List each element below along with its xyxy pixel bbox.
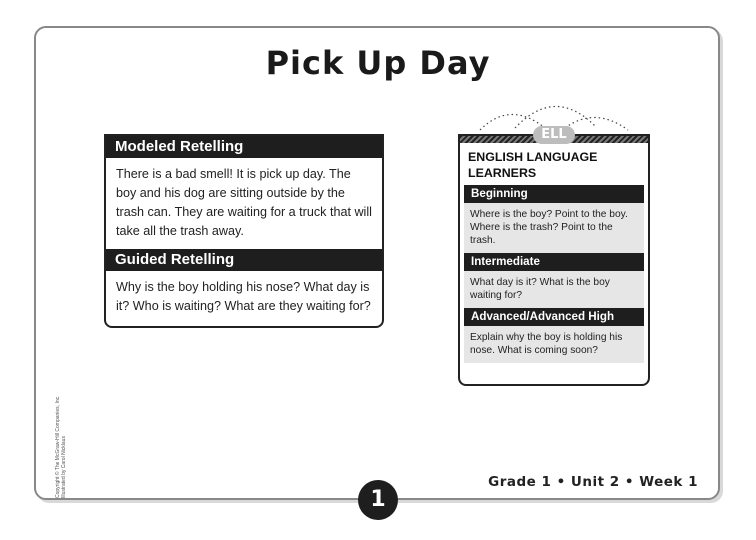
guided-retelling-heading: Guided Retelling <box>106 249 382 271</box>
ell-box <box>458 134 650 386</box>
ell-advanced-heading: Advanced/Advanced High <box>464 308 644 326</box>
ell-intermediate-text: What day is it? What is the boy waiting for? <box>464 271 644 308</box>
copyright-line: Copyright © The McGraw-Hill Companies, Inc. <box>55 395 61 498</box>
illustrator-line: Illustrated by Carol Nicklaus <box>61 436 67 498</box>
ell-title: ENGLISH LANGUAGE LEARNERS <box>468 150 598 180</box>
modeled-retelling-text: There is a bad smell! It is pick up day. The boy and his dog are sitting outside by the trash can. They are waiting for a truck that will take all the trash away. <box>116 167 372 238</box>
ell-badge: ELL <box>533 126 575 144</box>
modeled-retelling-heading: Modeled Retelling <box>106 136 382 158</box>
guided-retelling-text: Why is the boy holding his nose? What day is it? Who is waiting? What are they waiting for? <box>116 280 371 313</box>
ell-beginning-text: Where is the boy? Point to the boy. Where is the trash? Point to the trash. <box>464 203 644 253</box>
page-number: 1 <box>358 480 398 520</box>
copyright-notice <box>55 298 67 498</box>
ell-intermediate-heading: Intermediate <box>464 253 644 271</box>
grade-unit-week: Grade 1 • Unit 2 • Week 1 <box>488 474 698 490</box>
ell-advanced-text: Explain why the boy is holding his nose. What is coming soon? <box>464 326 644 363</box>
ell-beginning-heading: Beginning <box>464 185 644 203</box>
page-title: Pick Up Day <box>265 44 491 82</box>
retelling-box <box>104 134 384 328</box>
